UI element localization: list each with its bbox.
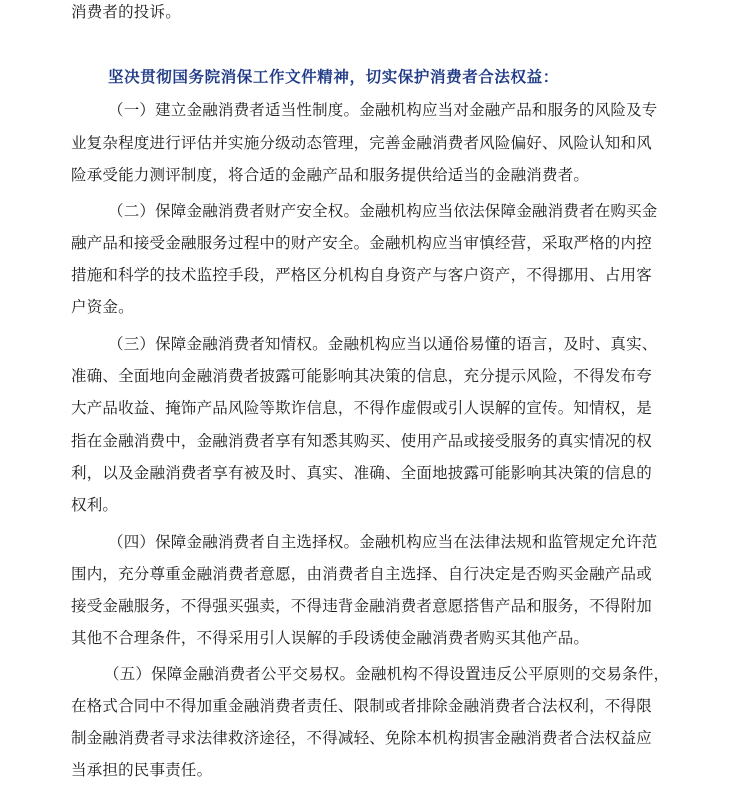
paragraph-line: 其他不合理条件，不得采用引人误解的手段诱使金融消费者购买其他产品。 — [71, 629, 590, 647]
paragraph-line: 业复杂程度进行评估并实施分级动态管理，完善金融消费者风险偏好、风险认知和风 — [71, 134, 652, 152]
paragraph-line: （三）保障金融消费者知情权。金融机构应当以通俗易懂的语言，及时、真实、 — [108, 335, 658, 353]
paragraph-line: 当承担的民事责任。 — [71, 761, 213, 779]
paragraph-line: 户资金。 — [71, 298, 134, 316]
paragraph-line: 指在金融消费中，金融消费者享有知悉其购买、使用产品或接受服务的真实情况的权 — [71, 432, 652, 450]
paragraph-line: 制金融消费者寻求法律救济途径，不得减轻、免除本机构损害金融消费者合法权益应 — [71, 729, 652, 747]
paragraph-line: 围内，充分尊重金融消费者意愿，由消费者自主选择、自行决定是否购买金融产品或 — [71, 565, 652, 583]
paragraph-line: 利，以及金融消费者享有被及时、真实、准确、全面地披露可能影响其决策的信息的 — [71, 464, 652, 482]
paragraph-line: （五）保障金融消费者公平交易权。金融机构不得设置违反公平原则的交易条件， — [104, 665, 670, 683]
paragraph-line: （四）保障金融消费者自主选择权。金融机构应当在法律法规和监管规定允许范 — [108, 533, 658, 551]
paragraph-line: 权利。 — [71, 496, 119, 514]
paragraph-line: 大产品收益、掩饰产品风险等欺诈信息，不得作虚假或引人误解的宣传。知情权，是 — [71, 399, 652, 417]
paragraph-line: （二）保障金融消费者财产安全权。金融机构应当依法保障金融消费者在购买金 — [108, 202, 658, 220]
paragraph-line: 融产品和接受金融服务过程中的财产安全。金融机构应当审慎经营，采取严格的内控 — [71, 234, 652, 252]
paragraph-line: 措施和科学的技术监控手段，严格区分机构自身资产与客户资产，不得挪用、占用客 — [71, 266, 652, 284]
paragraph-line: 险承受能力测评制度，将合适的金融产品和服务提供给适当的金融消费者。 — [71, 166, 590, 184]
section-heading: 坚决贯彻国务院消保工作文件精神，切实保护消费者合法权益： — [108, 68, 559, 86]
paragraph-line: 接受金融服务，不得强买强卖，不得违背金融消费者意愿搭售产品和服务，不得附加 — [71, 597, 652, 615]
paragraph-line: （一）建立金融消费者适当性制度。金融机构应当对金融产品和服务的风险及专 — [108, 101, 658, 119]
paragraph-line: 消费者的投诉。 — [71, 3, 181, 21]
paragraph-line: 准确、全面地向金融消费者披露可能影响其决策的信息，充分提示风险，不得发布夸 — [71, 367, 652, 385]
paragraph-line: 在格式合同中不得加重金融消费者责任、限制或者排除金融消费者合法权利，不得限 — [71, 697, 652, 715]
